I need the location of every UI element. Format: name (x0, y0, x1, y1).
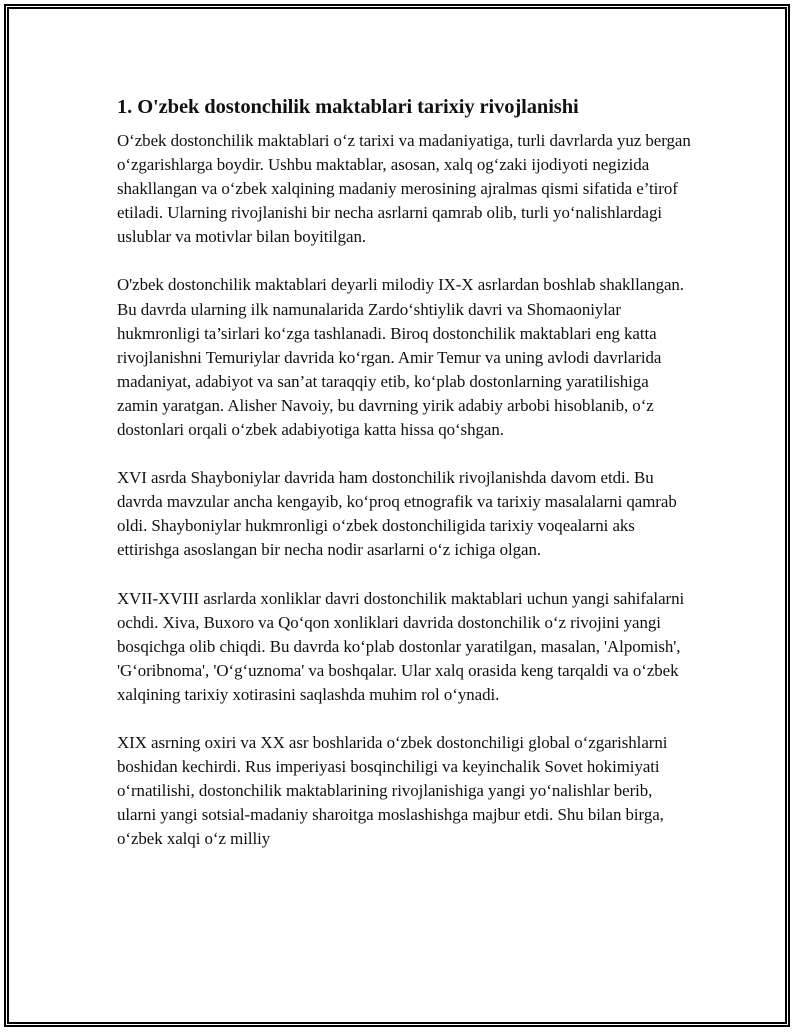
paragraph-1: O‘zbek dostonchilik maktablari o‘z tarixi va madaniyatiga, turli davrlarda yuz bergan o‘zgarishlarga boydir. Ushbu maktablar, asosan, xalq og‘zaki ijodiyoti negizida shakllangan va o‘zbek xalqining madaniy merosining ajralmas qismi sifatida e’tirof etiladi. Ularning rivojlanishi bir necha asrlarni qamrab olib, turli yo‘nalishlardagi uslublar va motivlar bilan boyitilgan. (117, 131, 691, 247)
section-heading: 1. O'zbek dostonchilik maktablari tarixiy rivojlanishi (117, 96, 579, 118)
document-body (117, 94, 692, 875)
paragraph-2: O'zbek dostonchilik maktablari deyarli milodiy IX-X asrlardan boshlab shakllangan. Bu davrda ularning ilk namunalarida Zardo‘shtiylik davri va Shomaoniylar hukmronligi ta’sirlari ko‘zga tashlanadi. Biroq dostonchilik maktablari eng katta rivojlanishni Temuriylar davrida ko‘rgan. Amir Temur va uning avlodi davrlarida madaniyat, adabiyot va san’at taraqqiy etib, ko‘plab dostonlarning yaratilishiga zamin yaratgan. Alisher Navoiy, bu davrning yirik adabiy arbobi hisoblanib, o‘z dostonlari orqali o‘zbek adabiyotiga katta hissa qo‘shgan. (117, 275, 684, 440)
paragraph-4: XVII-XVIII asrlarda xonliklar davri dostonchilik maktablari uchun yangi sahifalarni ochdi. Xiva, Buxoro va Qo‘qon xonliklari davrida dostonchilik o‘z rivojini yangi bosqichga olib chiqdi. Bu davrda ko‘plab dostonlar yaratilgan, masalan, 'Alpomish', 'G‘oribnoma', 'O‘g‘uznoma' va boshqalar. Ular xalq orasida keng tarqaldi va o‘zbek xalqining tarixiy xotirasini saqlashda muhim rol o‘ynadi. (117, 588, 685, 704)
paragraph-5: XIX asrning oxiri va XX asr boshlarida o‘zbek dostonchiligi global o‘zgarishlarni boshidan kechirdi. Rus imperiyasi bosqinchiligi va keyinchalik Sovet hokimiyati o‘rnatilishi, dostonchilik maktablarining rivojlanishiga yangi yo‘nalishlar berib, ularni yangi sotsial-madaniy sharoitga moslashishga majbur etdi. Shu bilan birga, o‘zbek xalqi o‘z milliy (117, 732, 668, 849)
paragraph-3: XVI asrda Shayboniylar davrida ham dostonchilik rivojlanishda davom etdi. Bu davrda mavzular ancha kengayib, ko‘proq etnografik va tarixiy masalalarni qamrab oldi. Shayboniylar hukmronligi o‘zbek dostonchiligida tarixiy voqealarni aks ettirishga asoslangan bir necha nodir asarlarni o‘z ichiga olgan. (117, 468, 677, 560)
